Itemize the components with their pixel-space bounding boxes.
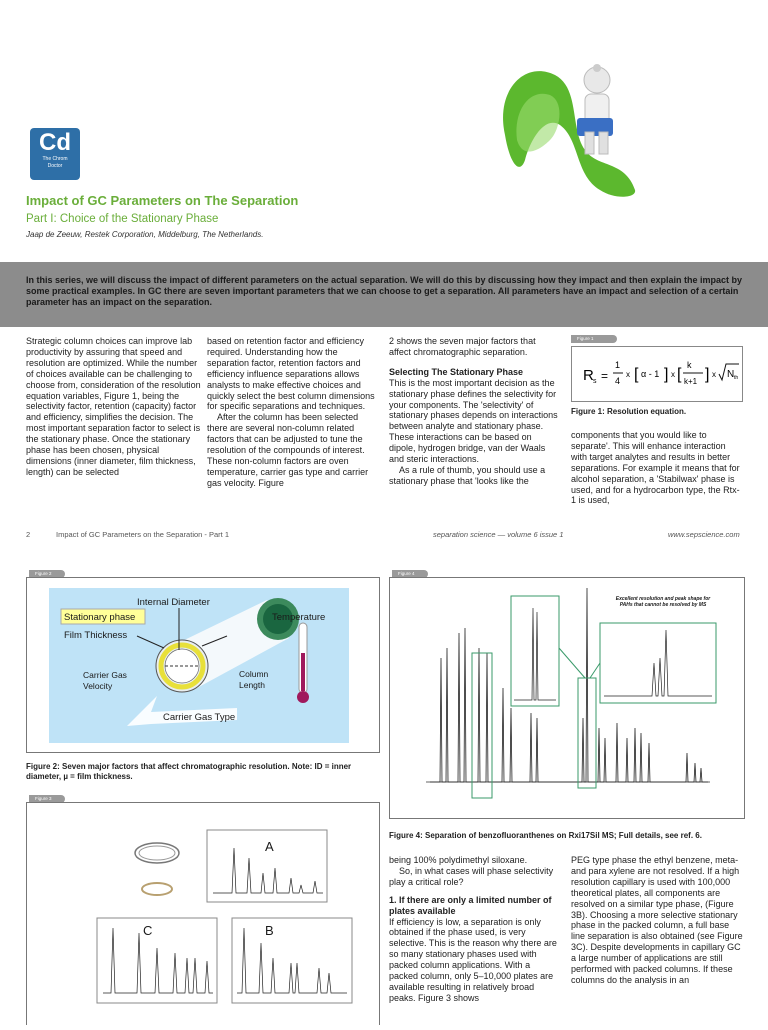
logo-subline-2: Doctor (47, 163, 63, 169)
svg-text:4: 4 (615, 376, 621, 386)
page-number: 2 (26, 530, 31, 539)
chromatogram-c-label: C (143, 923, 153, 938)
svg-text:x: x (626, 370, 630, 379)
label-temperature: Temperature (272, 612, 326, 623)
figure-1-tag: Figure 1 (571, 335, 617, 343)
figure-4-note-line-1: Excellent resolution and peak shape for (615, 596, 711, 602)
logo-subline-1: The Chrom (42, 156, 68, 162)
section-heading: Selecting The Stationary Phase (389, 366, 524, 377)
paragraph: So, in what cases will phase selectivity play a critical role? (389, 865, 554, 887)
label-velocity: Velocity (83, 681, 113, 691)
figure-2-panel (26, 577, 380, 753)
figure-3-chromatograms (27, 803, 379, 1025)
paragraph: If efficiency is low, a separation is only obtained if the phase used, is very selective. This is the reason why there are so many stationary phases used with packed column applications. With a packed column, only 5–10,000 plates are available resulting in relatively broad peaks. Figure 3 shows (389, 916, 557, 1003)
figure-4-note-line-2: PAHs that cannot be resolved by MS (619, 602, 707, 608)
journal-url[interactable]: www.sepscience.com (668, 530, 740, 539)
text-column-5 (389, 855, 561, 1004)
paragraph: 2 shows the seven major factors that affect chromatographic separation. (389, 336, 536, 357)
chromatogram-a-label: A (265, 839, 274, 854)
svg-text:α - 1: α - 1 (641, 369, 660, 379)
figure-3-panel (26, 802, 380, 1025)
label-carrier-gas: Carrier Gas (83, 670, 127, 680)
chromatogram-b-label: B (265, 923, 274, 938)
figure-1-caption: Figure 1: Resolution equation. (571, 407, 687, 416)
text-column-4 (571, 430, 743, 506)
text-column-1 (26, 336, 201, 478)
svg-text:[: [ (677, 366, 682, 383)
figure-2-tag: Figure 2 (29, 570, 65, 578)
paragraph: Strategic column choices can improve lab productivity by assuring that speed and resolution are optimized. While the number of choices available can be challenging to choose from, consideration of the resolution equation variables, Figure 1, being the selectivity factor, retention (capacity) factor and efficiency, simplifies the decision. The most important separation factor to select is the stationary phase. Once the stationary phase has been chosen, physical dimensions (inner diameter, film thickness, length) can be selected (26, 336, 201, 477)
figure-4-note (608, 596, 718, 608)
chrom-doctor-logo (30, 128, 80, 180)
chrom-doctor-illustration (485, 40, 665, 200)
svg-text:s: s (593, 378, 597, 385)
figure-4-chromatogram (390, 578, 744, 818)
paragraph: being 100% polydimethyl siloxane. (389, 855, 528, 865)
journal-info: separation science — volume 6 issue 1 (433, 530, 564, 539)
figure-4-caption: Figure 4: Separation of benzofluoranthenes on Rxi17Sil MS; Full details, see ref. 6. (389, 831, 702, 840)
article-author: Jaap de Zeeuw, Restek Corporation, Middelburg, The Netherlands. (26, 230, 264, 239)
paragraph: PEG type phase the ethyl benzene, meta- and para xylene are not resolved. If a high resolution capillary is used with 100,000 theoretical plates, all components are resolved on a similar type phase, (Figure 3B). Choosing a more selective stationary phase in the packed column, a full base line separation is also obtained (see Figure 3C). Despite developments in capillary GC a large number of applications are still performed with packed columns. If these columns do the analysis in an (571, 855, 743, 985)
text-column-6 (571, 855, 743, 986)
logo-mark: Cd (39, 129, 71, 156)
label-column: Column (239, 669, 269, 679)
paragraph: This is the most important decision as the stationary phase defines the selectivity for your components. The 'selectivity' of stationary phases depends on interactions between analyte and stationary phase. These interactions can be based on dipole, hydrogen bridge, van der Waals and steric interactions. (389, 377, 558, 465)
figure-3-tag: Figure 3 (29, 795, 65, 803)
paragraph: As a rule of thumb, you should use a stationary phase that 'looks like the (389, 464, 546, 486)
label-internal-diameter: Internal Diameter (137, 597, 210, 608)
svg-text:R: R (583, 367, 594, 384)
paragraph: components that you would like to separate'. This will enhance interaction with target analytes and results in better separations. For example it means that for alcohol separation, a 'Stabilwax' phase is used, and for a hydrocarbon type, the Rtx-1 is used, (571, 430, 740, 506)
label-stationary-phase: Stationary phase (64, 612, 136, 623)
figure-2-caption: Figure 2: Seven major factors that affect chromatographic resolution. Note: ID = inner diameter, µ = film thickness. (26, 762, 352, 781)
text-column-3 (389, 336, 559, 487)
article-subtitle: Part I: Choice of the Stationary Phase (26, 213, 219, 225)
running-title: Impact of GC Parameters on the Separation - Part 1 (56, 530, 229, 539)
svg-text:N: N (727, 369, 735, 380)
svg-text:]: ] (705, 366, 710, 383)
svg-text:k: k (687, 360, 692, 370)
svg-text:[: [ (634, 366, 639, 383)
svg-text:x: x (671, 370, 675, 379)
text-column-2 (207, 336, 377, 489)
figure-1-resolution-equation (571, 346, 743, 402)
label-film-thickness: Film Thickness (64, 630, 128, 641)
label-length: Length (239, 680, 265, 690)
intro-text: In this series, we will discuss the impact of different parameters on the actual separation. We will do this by discussing how they impact and then explain the impact by some practical examples. In GC there are seven important parameters that we can choose to get a separation. All parameters have an impact and selection of a certain parameter has an impact on the separation. (26, 275, 742, 307)
section-heading: 1. If there are only a limited number of plates available (389, 894, 552, 916)
article-title: Impact of GC Parameters on The Separation (26, 193, 299, 208)
label-carrier-gas-type: Carrier Gas Type (163, 712, 236, 723)
paragraph: After the column has been selected there are several non-column related factors that can be adjusted to tune the resolution of the compounds of interest. These non-column factors are oven temperature, carrier gas type and carrier gas velocity. Figure (207, 412, 369, 488)
svg-text:1: 1 (615, 360, 621, 370)
figure-4-panel (389, 577, 745, 819)
svg-text:]: ] (664, 366, 669, 383)
paragraph: based on retention factor and efficiency required. Understanding how the separation factor, retention factors and efficiency influence separations allows analysts to make effective choices and quickly select the best column dimensions for specific separations and techniques. (207, 336, 375, 412)
svg-text:=: = (601, 369, 609, 383)
svg-text:x: x (712, 370, 716, 379)
svg-text:th: th (734, 375, 739, 381)
figure-4-tag: Figure 4 (392, 570, 428, 578)
svg-text:k+1: k+1 (684, 377, 698, 386)
